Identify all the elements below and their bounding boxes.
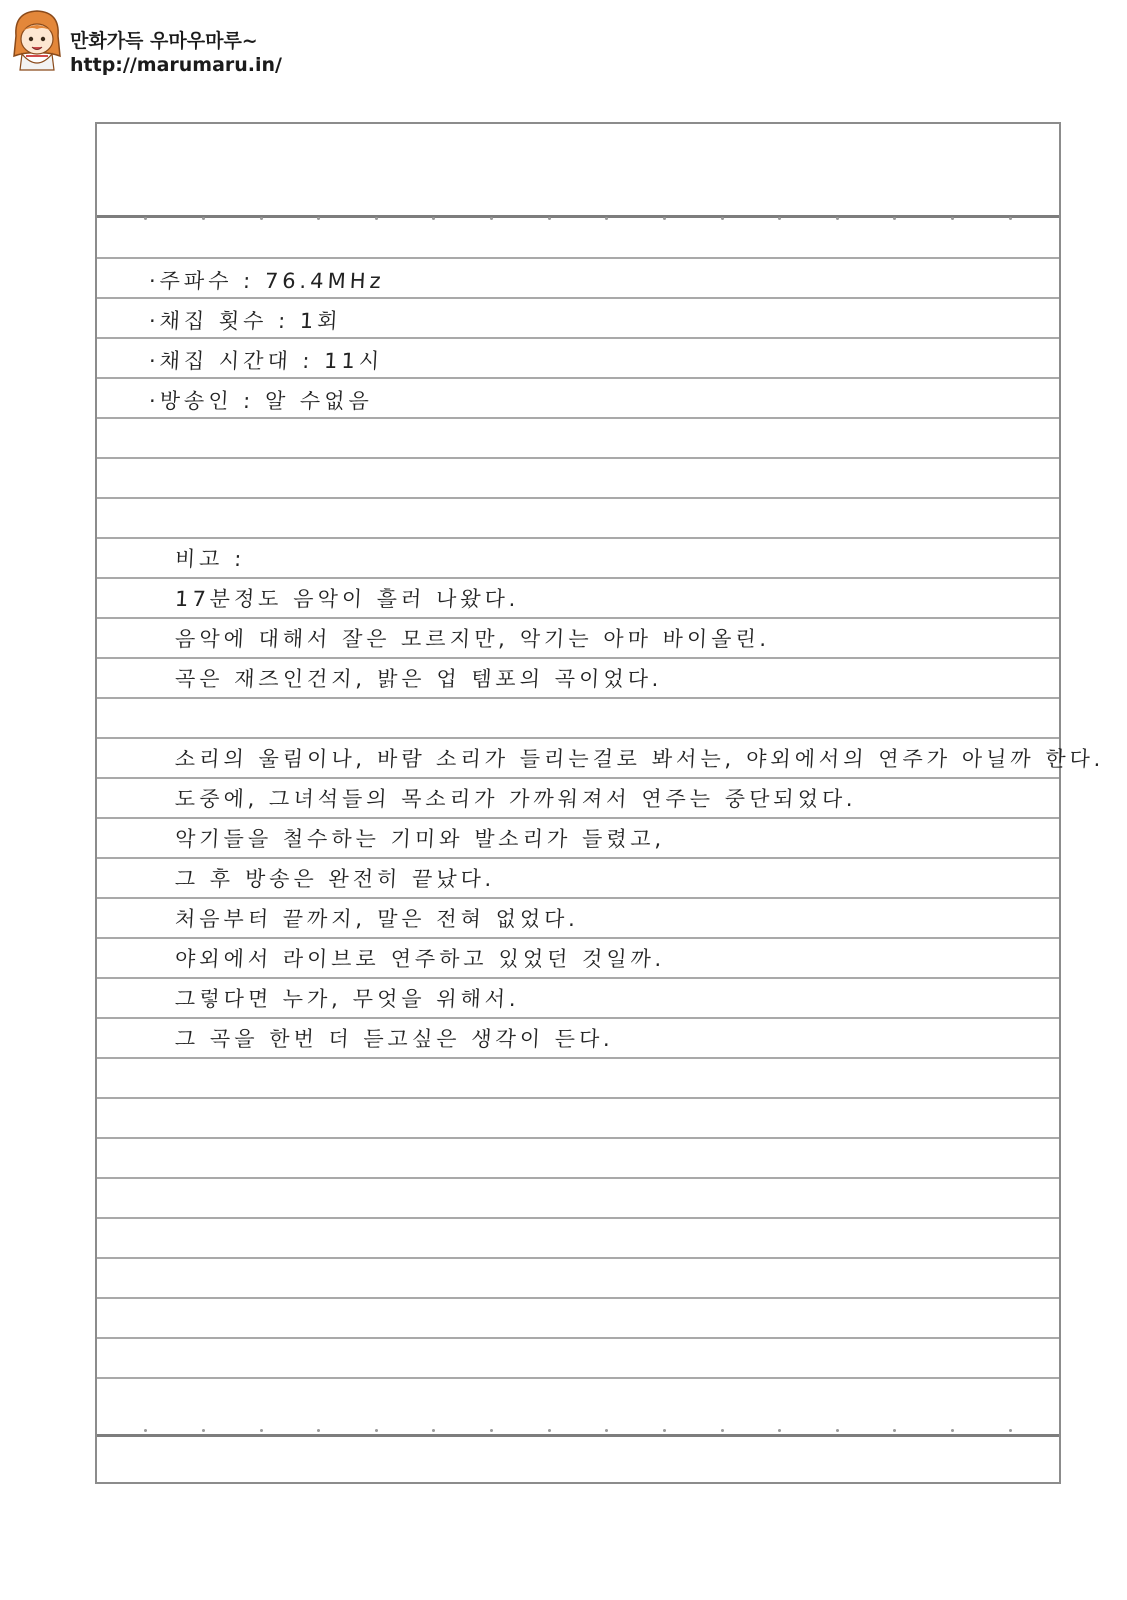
ruled-line [97, 657, 1059, 659]
site-watermark [8, 6, 308, 76]
ruled-line [97, 337, 1059, 339]
mascot-logo-icon [8, 6, 66, 72]
ruled-line [97, 1377, 1059, 1379]
ruled-line [97, 1097, 1059, 1099]
header-dot-row [97, 217, 1059, 221]
ruled-line [97, 1297, 1059, 1299]
ruled-line [97, 697, 1059, 699]
ruled-line [97, 617, 1059, 619]
ruled-line [97, 457, 1059, 459]
ruled-line [97, 417, 1059, 419]
remark-line: 처음부터 끝까지, 말은 전혀 없었다. [174, 907, 580, 931]
notebook-sheet [95, 122, 1106, 1484]
remark-line: 곡은 재즈인건지, 밝은 업 템포의 곡이었다. [174, 667, 664, 691]
info-collection-time: ·채집 시간대 : 11시 [148, 349, 384, 373]
ruled-line [97, 817, 1059, 819]
ruled-line [97, 257, 1059, 259]
ruled-line [97, 937, 1059, 939]
watermark-site-name: 만화가득 우마우마루~ [70, 30, 258, 52]
ruled-line [97, 777, 1059, 779]
remark-line: 소리의 울림이나, 바람 소리가 들리는걸로 봐서는, 야외에서의 연주가 아닐까 한다. [174, 747, 1106, 771]
ruled-line [97, 737, 1059, 739]
remark-line: 악기들을 철수하는 기미와 발소리가 들렸고, [174, 827, 667, 851]
ruled-line [97, 497, 1059, 499]
remark-line: 음악에 대해서 잘은 모르지만, 악기는 아마 바이올린. [174, 627, 771, 651]
ruled-line [97, 857, 1059, 859]
ruled-line [97, 1337, 1059, 1339]
ruled-line [97, 897, 1059, 899]
watermark-url: http://marumaru.in/ [70, 54, 282, 76]
remark-line: 야외에서 라이브로 연주하고 있었던 것일까. [174, 947, 667, 971]
ruled-line [97, 1017, 1059, 1019]
remark-line: 그렇다면 누가, 무엇을 위해서. [174, 987, 521, 1011]
ruled-line [97, 977, 1059, 979]
ruled-line [97, 537, 1059, 539]
info-collection-count: ·채집 횟수 : 1회 [148, 309, 343, 333]
ruled-line [97, 1177, 1059, 1179]
remark-line: 그 후 방송은 완전히 끝났다. [174, 867, 497, 891]
footer-rule [97, 1434, 1059, 1437]
ruled-line [97, 1257, 1059, 1259]
ruled-line [97, 1137, 1059, 1139]
ruled-line [97, 377, 1059, 379]
info-broadcaster: ·방송인 : 알 수없음 [148, 389, 374, 413]
footer-dot-row [97, 1429, 1059, 1433]
ruled-line [97, 577, 1059, 579]
ruled-line [97, 297, 1059, 299]
remarks-label: 비고 : [174, 547, 246, 571]
remark-line: 도중에, 그녀석들의 목소리가 가까워져서 연주는 중단되었다. [174, 787, 858, 811]
remark-line: 그 곡을 한번 더 듣고싶은 생각이 든다. [174, 1027, 615, 1051]
info-frequency: ·주파수 : 76.4MHz [148, 269, 386, 293]
remark-line: 17분정도 음악이 흘러 나왔다. [174, 587, 521, 611]
ruled-line [97, 1217, 1059, 1219]
ruled-line [97, 1057, 1059, 1059]
